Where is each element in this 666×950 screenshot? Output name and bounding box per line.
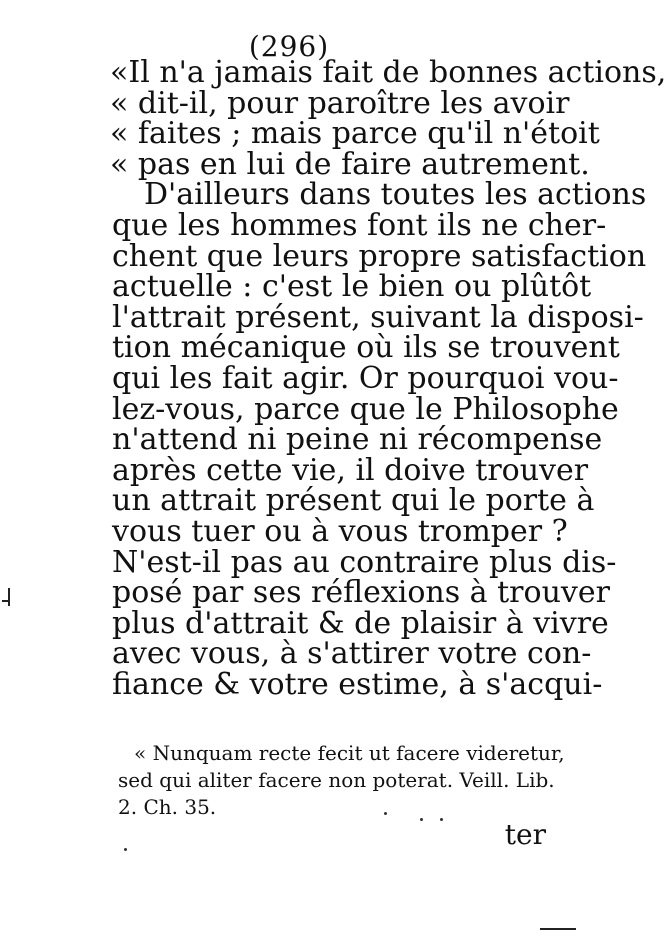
text-line: lez-vous, parce que le Philosophe <box>112 391 619 427</box>
text-line: vous tuer ou à vous tromper ? <box>112 513 568 549</box>
ink-speck <box>124 848 127 851</box>
text-line: D'ailleurs dans toutes les actions <box>144 177 647 213</box>
text-line: « pas en lui de faire autrement. <box>110 146 590 182</box>
text-line: « dit-il, pour paroître les avoir <box>110 85 570 121</box>
ink-speck <box>440 818 443 821</box>
text-line: l'attrait présent, suivant la disposi- <box>112 299 644 335</box>
catchword: ter <box>504 818 546 851</box>
text-line: tion mécanique où ils se trouvent <box>112 330 620 366</box>
main-text-block <box>110 55 666 702</box>
ink-speck <box>420 818 423 821</box>
ink-speck <box>384 812 387 815</box>
footnote-line: 2. Ch. 35. <box>118 795 217 819</box>
text-line: qui les fait agir. Or pourquoi vou- <box>112 360 619 396</box>
page-number: (296) <box>248 30 330 63</box>
footnote <box>118 740 565 821</box>
text-line: plus d'attrait & de plaisir à vivre <box>112 605 609 641</box>
text-line: « faites ; mais parce qu'il n'étoit <box>110 116 600 152</box>
text-line: «Il n'a jamais fait de bonnes actions, <box>110 55 666 90</box>
text-line: n'attend ni peine ni récompense <box>112 422 603 458</box>
text-line: un attrait présent qui le porte à <box>112 483 595 519</box>
left-margin-mark <box>2 600 10 602</box>
text-line: que les hommes font ils ne cher- <box>112 207 607 243</box>
footnote-line: « Nunquam recte fecit ut facere videretur, <box>134 741 565 765</box>
text-line: posé par ses réflexions à trouver <box>112 575 610 611</box>
text-line: après cette vie, il doive trouver <box>112 452 589 488</box>
left-margin-mark <box>8 588 10 606</box>
bottom-edge-mark <box>540 928 576 930</box>
text-line: avec vous, à s'attirer votre con- <box>112 636 592 672</box>
footnote-line: sed qui aliter facere non poterat. Veill. Lib. <box>118 768 555 792</box>
text-line: chent que leurs propre satisfaction <box>112 238 647 274</box>
text-line: fiance & votre estime, à s'acqui- <box>112 666 603 702</box>
text-line: N'est-il pas au contraire plus dis- <box>112 544 617 580</box>
text-line: actuelle : c'est le bien ou plûtôt <box>112 269 592 305</box>
